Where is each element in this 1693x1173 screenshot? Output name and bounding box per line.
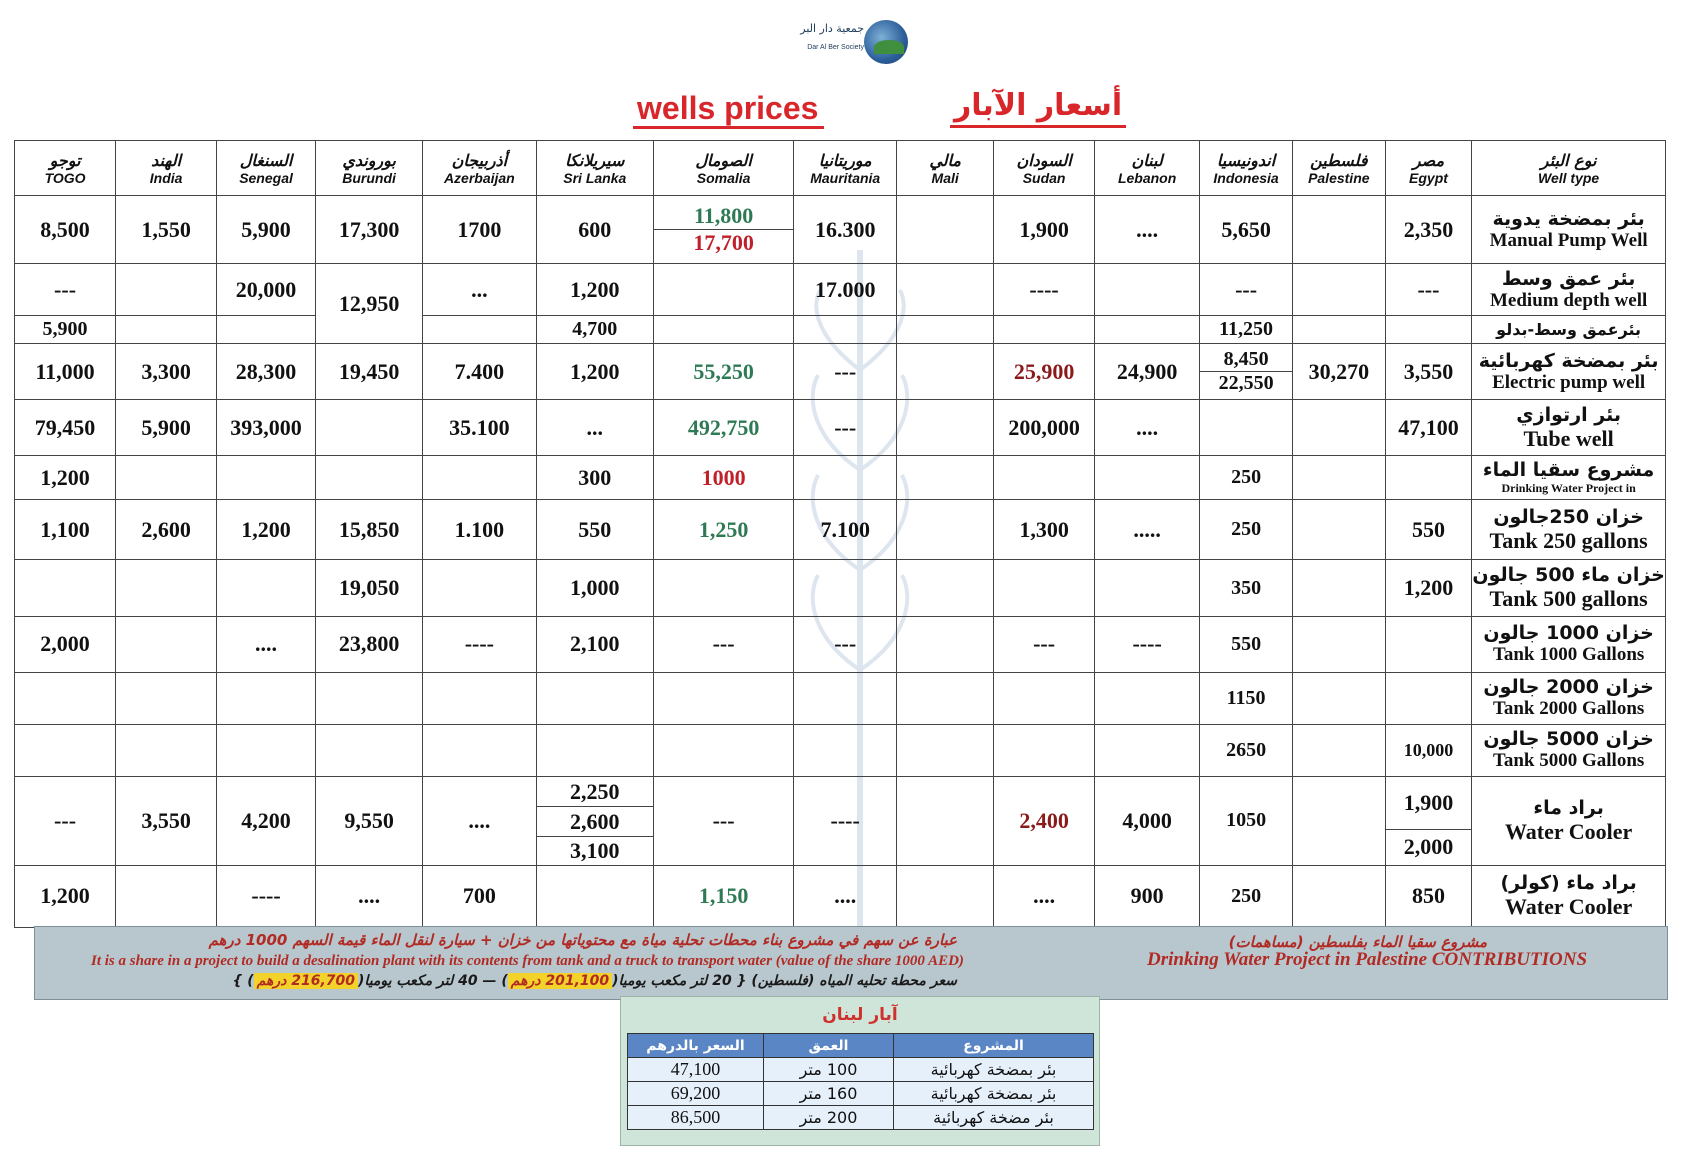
cell-egypt: 47,100 [1385, 400, 1472, 456]
cell-sudan [994, 672, 1095, 724]
header-togo: توجو TOGO [15, 141, 116, 196]
cell-burundi [316, 672, 423, 724]
banner-description-en: It is a share in a project to build a desalination plant with its contents from tank and a truck to transport water (value of the share 1000 AED) [91, 953, 964, 969]
cell-price: 47,100 [628, 1058, 764, 1082]
cell-sudan: 200,000 [994, 400, 1095, 456]
banner-description-ar: عبارة عن سهم في مشروع بناء محطات تحلية مياة مع محتوياتها من خزان + سيارة لنقل الماء قيمة السهم 1000 درهم [208, 931, 957, 949]
page-title-en: wells prices [633, 92, 824, 129]
cell-sudan: 25,900 [994, 344, 1095, 400]
cell-azerbaijan: ... [423, 264, 536, 316]
cell-palestine [1292, 456, 1385, 500]
cell-mali [897, 616, 994, 672]
header-somalia: الصومال Somalia [654, 141, 794, 196]
cell-sudan: .... [994, 865, 1095, 927]
cell-sudan: --- [994, 616, 1095, 672]
cell-india: 3,550 [116, 776, 217, 865]
cell-sudan: ---- [994, 264, 1095, 316]
cell-mauritania [794, 456, 897, 500]
cell-egypt: 1,200 [1385, 560, 1472, 616]
cell-somalia: 1000 [654, 456, 794, 500]
cell-togo: 2,000 [15, 616, 116, 672]
row-label: براد ماء Water Cooler [1472, 776, 1666, 865]
cell-somalia: 1,150 [654, 865, 794, 927]
cell-egypt-b: 2,000 [1403, 834, 1454, 860]
cell-burundi: .... [316, 865, 423, 927]
cell-lebanon: .... [1095, 196, 1200, 264]
cell-lebanon [1095, 456, 1200, 500]
cell-india [116, 724, 217, 776]
desalination-banner [34, 926, 1668, 1000]
cell-senegal [217, 456, 316, 500]
cell-palestine [1292, 672, 1385, 724]
cell-india [116, 616, 217, 672]
cell-srilanka-a: 2,250 [537, 777, 653, 807]
cell-mali [897, 672, 994, 724]
cell-azerbaijan [423, 672, 536, 724]
row-label: بئر عمق وسط Medium depth well [1472, 264, 1666, 316]
cell-azerbaijan: 700 [423, 865, 536, 927]
cell-senegal: .... [217, 616, 316, 672]
cell-azerbaijan [423, 724, 536, 776]
table-row-water-cooler [15, 776, 1666, 865]
cell-srilanka [536, 724, 653, 776]
cell-sudan: 2,400 [994, 776, 1095, 865]
cell-mauritania: --- [794, 616, 897, 672]
cell-somalia [654, 264, 794, 316]
cell-egypt: 850 [1385, 865, 1472, 927]
cell-indonesia: 250 [1200, 500, 1293, 560]
table-row-tank-500 [15, 560, 1666, 616]
banner-contributions-ar: مشروع سقيا الماء بفلسطين (مساهمات) [1228, 933, 1487, 951]
cell-sudan: 1,900 [994, 196, 1095, 264]
cell-azerbaijan [423, 316, 536, 344]
cell-lebanon: .... [1095, 400, 1200, 456]
cell-azerbaijan: 35.100 [423, 400, 536, 456]
table-row-medium-depth [15, 264, 1666, 316]
cell-srilanka [536, 865, 653, 927]
price-20-highlight: 201,100 درهم [508, 973, 612, 989]
cell-senegal: 28,300 [217, 344, 316, 400]
cell-burundi: 15,850 [316, 500, 423, 560]
cell-mali [897, 500, 994, 560]
cell-project: بئر بمضخة كهربائية [894, 1082, 1094, 1106]
header-indonesia: اندونيسيا Indonesia [1200, 141, 1293, 196]
cell-price: 69,200 [628, 1082, 764, 1106]
lebanon-table-header [628, 1034, 1094, 1058]
table-row [628, 1058, 1094, 1082]
globe-icon [864, 20, 908, 64]
cell-burundi: 23,800 [316, 616, 423, 672]
table-row-tank-2000 [15, 672, 1666, 724]
cell-egypt: 3,550 [1385, 344, 1472, 400]
cell-palestine [1292, 316, 1385, 344]
header-senegal: السنغال Senegal [217, 141, 316, 196]
cell-srilanka [536, 672, 653, 724]
cell-azerbaijan: 1.100 [423, 500, 536, 560]
cell-burundi: 19,050 [316, 560, 423, 616]
row-label: بئر بمضخة يدوية Manual Pump Well [1472, 196, 1666, 264]
table-row [628, 1082, 1094, 1106]
cell-togo [15, 672, 116, 724]
cell-egypt: 10,000 [1385, 724, 1472, 776]
cell-india: 1,550 [116, 196, 217, 264]
row-label: بئرعمق وسط-بدلو [1472, 316, 1666, 344]
cell-indonesia: 550 [1200, 616, 1293, 672]
cell-india [116, 456, 217, 500]
row-label: خزان 2000 جالون Tank 2000 Gallons [1472, 672, 1666, 724]
cell-togo: 11,000 [15, 344, 116, 400]
cell-mali [897, 316, 994, 344]
cell-senegal [217, 560, 316, 616]
page-title-ar: أسعار الآبار [950, 88, 1126, 128]
cell-azerbaijan: 1700 [423, 196, 536, 264]
cell-depth: 200 متر [764, 1106, 894, 1130]
banner-contributions-en: Drinking Water Project in Palestine CONTRIBUTIONS [1147, 949, 1588, 970]
row-label: مشروع سقيا الماء Drinking Water Project in [1472, 456, 1666, 500]
cell-togo: 1,200 [15, 865, 116, 927]
header-srilanka: سيريلانكا Sri Lanka [536, 141, 653, 196]
cell-egypt: 550 [1385, 500, 1472, 560]
cell-egypt: 2,350 [1385, 196, 1472, 264]
cell-srilanka: ... [536, 400, 653, 456]
cell-senegal [217, 672, 316, 724]
cell-mauritania [794, 672, 897, 724]
cell-sudan: 1,300 [994, 500, 1095, 560]
cell-mali [897, 264, 994, 316]
cell-mali [897, 560, 994, 616]
cell-project: بئر مضخة كهربائية [894, 1106, 1094, 1130]
cell-senegal: 5,900 [217, 196, 316, 264]
row-label: بئر ارتوازي Tube well [1472, 400, 1666, 456]
cell-mali [897, 196, 994, 264]
cell-lebanon: ..... [1095, 500, 1200, 560]
cell-egypt: --- [1385, 264, 1472, 316]
cell-mauritania: ---- [794, 776, 897, 865]
cell-palestine: 30,270 [1292, 344, 1385, 400]
header-project: المشروع [894, 1034, 1094, 1058]
cell-togo: --- [15, 264, 116, 316]
cell-somalia: --- [654, 776, 794, 865]
cell-burundi [316, 456, 423, 500]
cell-burundi [316, 400, 423, 456]
cell-mali [897, 776, 994, 865]
cell-srilanka: 1,000 [536, 560, 653, 616]
cell-somalia: 55,250 [654, 344, 794, 400]
cell-srilanka: 4,700 [536, 316, 653, 344]
cell-india: 2,600 [116, 500, 217, 560]
cell-project: بئر بمضخة كهربائية [894, 1058, 1094, 1082]
header-price: السعر بالدرهم [628, 1034, 764, 1058]
lebanon-wells-table [627, 1033, 1094, 1130]
table-row-water-cooler-2 [15, 865, 1666, 927]
header-well-type: نوع البئر Well type [1472, 141, 1666, 196]
cell-srilanka: 1,200 [536, 264, 653, 316]
cell-lebanon: 900 [1095, 865, 1200, 927]
cell-lebanon: 4,000 [1095, 776, 1200, 865]
cell-burundi: 12,950 [316, 264, 423, 344]
cell-indonesia [1200, 344, 1293, 400]
cell-somalia [654, 672, 794, 724]
table-row-tank-250 [15, 500, 1666, 560]
cell-egypt [1385, 672, 1472, 724]
cell-mauritania: 7.100 [794, 500, 897, 560]
cell-indonesia: 250 [1200, 865, 1293, 927]
cell-mauritania [794, 724, 897, 776]
cell-palestine [1292, 196, 1385, 264]
cell-azerbaijan [423, 560, 536, 616]
cell-somalia-b: 17,700 [693, 230, 754, 256]
logo-name-ar: جمعية دار البر [800, 22, 864, 35]
cell-azerbaijan: ---- [423, 616, 536, 672]
cell-lebanon: ---- [1095, 616, 1200, 672]
cell-indonesia: 2650 [1200, 724, 1293, 776]
cell-sudan [994, 724, 1095, 776]
cell-egypt-a: 1,900 [1386, 777, 1472, 830]
cell-azerbaijan [423, 456, 536, 500]
header-egypt: مصر Egypt [1385, 141, 1472, 196]
cell-indonesia: 1050 [1200, 776, 1293, 865]
table-row-bucket-well [15, 316, 1666, 344]
cell-togo [15, 560, 116, 616]
lebanon-wells-box [620, 996, 1100, 1146]
cell-senegal: 393,000 [217, 400, 316, 456]
row-label: خزان 5000 جالون Tank 5000 Gallons [1472, 724, 1666, 776]
cell-togo: 79,450 [15, 400, 116, 456]
cell-india [116, 672, 217, 724]
cell-mali [897, 865, 994, 927]
cell-indonesia [1200, 400, 1293, 456]
cell-srilanka: 1,200 [536, 344, 653, 400]
logo-name-en: Dar Al Ber Society [807, 44, 864, 51]
row-label: خزان 250جالون Tank 250 gallons [1472, 500, 1666, 560]
header-azerbaijan: أذربيجان Azerbaijan [423, 141, 536, 196]
cell-india [116, 560, 217, 616]
cell-srilanka [536, 776, 653, 865]
cell-burundi: 9,550 [316, 776, 423, 865]
cell-mauritania [794, 560, 897, 616]
logo [792, 18, 912, 68]
cell-indonesia: 1150 [1200, 672, 1293, 724]
cell-palestine [1292, 616, 1385, 672]
cell-mali [897, 400, 994, 456]
cell-sudan [994, 560, 1095, 616]
cell-mauritania: --- [794, 400, 897, 456]
cell-senegal: 20,000 [217, 264, 316, 316]
header-palestine: فلسطين Palestine [1292, 141, 1385, 196]
table-header-row [15, 141, 1666, 196]
cell-burundi: 17,300 [316, 196, 423, 264]
cell-somalia: 1,250 [654, 500, 794, 560]
cell-india [116, 316, 217, 344]
cell-srilanka: 600 [536, 196, 653, 264]
table-row-tank-1000 [15, 616, 1666, 672]
cell-senegal: ---- [217, 865, 316, 927]
cell-depth: 100 متر [764, 1058, 894, 1082]
table-row [628, 1106, 1094, 1130]
cell-somalia [654, 560, 794, 616]
cell-lebanon [1095, 560, 1200, 616]
cell-lebanon [1095, 316, 1200, 344]
row-label: براد ماء (كولر) Water Cooler [1472, 865, 1666, 927]
cell-azerbaijan: 7.400 [423, 344, 536, 400]
cell-sudan [994, 316, 1095, 344]
header-mauritania: موريتانيا Mauritania [794, 141, 897, 196]
cell-mauritania: 16.300 [794, 196, 897, 264]
cell-somalia-a: 11,800 [654, 203, 793, 230]
cell-india [116, 865, 217, 927]
banner-price-line: سعر محطة تحليه المياه (فلسطين) { 20 لتر مكعب يوميا(201,100 درهم) — 40 لتر مكعب يوميا(216,700 درهم) } [232, 973, 957, 989]
cell-india: 5,900 [116, 400, 217, 456]
cell-palestine [1292, 400, 1385, 456]
cell-mauritania: --- [794, 344, 897, 400]
header-india: الهند India [116, 141, 217, 196]
table-row-tube-well [15, 400, 1666, 456]
cell-burundi: 19,450 [316, 344, 423, 400]
cell-indonesia-a: 8,450 [1200, 348, 1292, 372]
header-lebanon: لبنان Lebanon [1095, 141, 1200, 196]
cell-indonesia: 11,250 [1200, 316, 1293, 344]
cell-azerbaijan: .... [423, 776, 536, 865]
cell-lebanon: 24,900 [1095, 344, 1200, 400]
cell-egypt [1385, 616, 1472, 672]
header-mali: مالي Mali [897, 141, 994, 196]
cell-indonesia: --- [1200, 264, 1293, 316]
row-label: بئر بمضخة كهربائية Electric pump well [1472, 344, 1666, 400]
wells-price-table [14, 140, 1666, 928]
cell-palestine [1292, 500, 1385, 560]
cell-palestine [1292, 560, 1385, 616]
cell-srilanka: 2,100 [536, 616, 653, 672]
cell-somalia [654, 316, 794, 344]
row-label: خزان ماء 500 جالون Tank 500 gallons [1472, 560, 1666, 616]
lebanon-wells-title: آبار لبنان [822, 1005, 898, 1025]
cell-senegal: 4,200 [217, 776, 316, 865]
table-row-manual-pump [15, 196, 1666, 264]
cell-somalia: --- [654, 616, 794, 672]
cell-somalia: 492,750 [654, 400, 794, 456]
cell-lebanon [1095, 672, 1200, 724]
cell-egypt [1385, 776, 1472, 865]
header-depth: العمق [764, 1034, 894, 1058]
cell-egypt [1385, 456, 1472, 500]
cell-mauritania: .... [794, 865, 897, 927]
cell-india: 3,300 [116, 344, 217, 400]
table-row-drinking-water [15, 456, 1666, 500]
table-row-tank-5000 [15, 724, 1666, 776]
cell-egypt [1385, 316, 1472, 344]
cell-indonesia-b: 22,550 [1218, 372, 1274, 395]
cell-senegal [217, 724, 316, 776]
cell-palestine [1292, 776, 1385, 865]
cell-sudan [994, 456, 1095, 500]
cell-mali [897, 344, 994, 400]
cell-depth: 160 متر [764, 1082, 894, 1106]
price-40-highlight: 216,700 درهم [254, 973, 358, 989]
cell-togo: 5,900 [15, 316, 116, 344]
cell-srilanka-c: 3,100 [570, 837, 620, 863]
row-label: خزان 1000 جالون Tank 1000 Gallons [1472, 616, 1666, 672]
cell-lebanon [1095, 264, 1200, 316]
header-sudan: السودان Sudan [994, 141, 1095, 196]
cell-somalia [654, 724, 794, 776]
cell-togo: 8,500 [15, 196, 116, 264]
cell-palestine [1292, 865, 1385, 927]
cell-indonesia: 5,650 [1200, 196, 1293, 264]
table-row-electric-pump [15, 344, 1666, 400]
cell-indonesia: 250 [1200, 456, 1293, 500]
cell-india [116, 264, 217, 316]
cell-senegal [217, 316, 316, 344]
cell-togo [15, 724, 116, 776]
cell-mali [897, 456, 994, 500]
cell-togo: 1,200 [15, 456, 116, 500]
cell-srilanka: 550 [536, 500, 653, 560]
cell-togo: --- [15, 776, 116, 865]
cell-mauritania: 17.000 [794, 264, 897, 316]
cell-mauritania [794, 316, 897, 344]
cell-srilanka: 300 [536, 456, 653, 500]
cell-somalia [654, 196, 794, 264]
header-burundi: بوروندي Burundi [316, 141, 423, 196]
cell-indonesia: 350 [1200, 560, 1293, 616]
cell-srilanka-b: 2,600 [537, 807, 653, 837]
cell-lebanon [1095, 724, 1200, 776]
cell-senegal: 1,200 [217, 500, 316, 560]
cell-burundi [316, 724, 423, 776]
cell-palestine [1292, 264, 1385, 316]
cell-price: 86,500 [628, 1106, 764, 1130]
cell-mali [897, 724, 994, 776]
cell-togo: 1,100 [15, 500, 116, 560]
cell-palestine [1292, 724, 1385, 776]
